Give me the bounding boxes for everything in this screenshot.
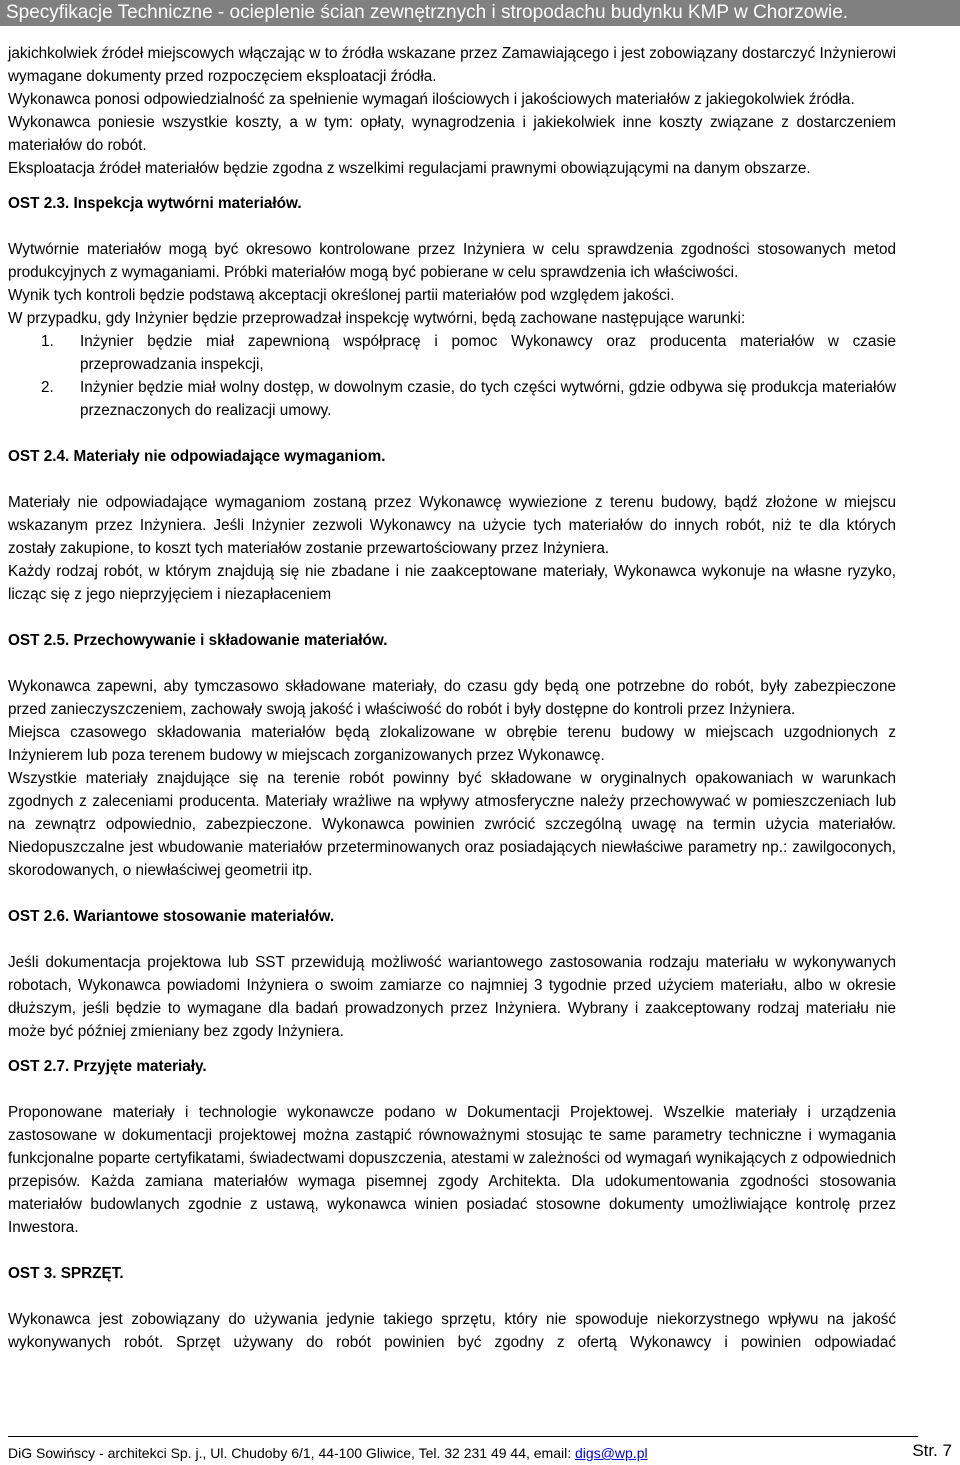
paragraph: Eksploatacja źródeł materiałów będzie zgodna z wszelkimi regulacjami prawnymi obowiązującymi na danym obszarze. (8, 160, 811, 177)
section-heading: OST 3. SPRZĘT. (8, 1265, 124, 1282)
section-heading: OST 2.6. Wariantowe stosowanie materiałów. (8, 908, 335, 925)
paragraph: Wykonawca zapewni, aby tymczasowo składowane materiały, do czasu gdy będą one potrzebne do robót, były zabezpieczone przed zanieczyszczeniem, zachowały swoją jakość i właściwość do robót i były dostępne do kontroli przez Inżyniera. (8, 678, 896, 718)
paragraph: Miejsca czasowego składowania materiałów będą zlokalizowane w obrębie terenu budowy w miejscach uzgodnionych z Inżynierem lub poza terenem budowy w miejscach zorganizowanych przez Wykonawcę. (8, 724, 896, 764)
section-heading: OST 2.4. Materiały nie odpowiadające wymaganiom. (8, 448, 386, 465)
list-item-text: Inżynier będzie miał wolny dostęp, w dowolnym czasie, do tych części wytwórni, gdzie odbywa się produkcja materiałów przeznaczonych do realizacji umowy. (80, 379, 896, 419)
list-item-number: 2. (41, 379, 54, 396)
document-header (0, 0, 960, 26)
section-heading: OST 2.7. Przyjęte materiały. (8, 1058, 207, 1075)
footer-text: DiG Sowińscy - architekci Sp. j., Ul. Chudoby 6/1, 44-100 Gliwice, Tel. 32 231 49 44, email: (8, 1445, 576, 1461)
paragraph: Materiały nie odpowiadające wymaganiom zostaną przez Wykonawcę wywiezione z terenu budowy, bądź złożone w miejscu wskazanym przez Inżyniera. Jeśli Inżynier zezwoli Wykonawcy na użycie tych materiałów do innych robót, niż te dla których zostały zakupione, to koszt tych materiałów zostanie przewartościowany przez Inżyniera. (8, 494, 896, 557)
paragraph: Wykonawca poniesie wszystkie koszty, a w tym: opłaty, wynagrodzenia i jakiekolwiek inne koszty związane z dostarczeniem materiałów do robót. (8, 114, 896, 154)
document-header-title: Specyfikacje Techniczne - ocieplenie ścian zewnętrznych i stropodachu budynku KMP w Chorzowie. (6, 2, 849, 23)
page-number: Str. 7 (912, 1441, 952, 1460)
paragraph: Wszystkie materiały znajdujące się na terenie robót powinny być składowane w oryginalnych opakowaniach w warunkach zgodnych z zaleceniami producenta. Materiały wrażliwe na wpływy atmosferyczne należy przechowywać w pomieszczeniach lub na zewnątrz odpowiednio, zabezpieczone. Wykonawca powinien zwrócić szczególną uwagę na termin użycia materiałów. Niedopuszczalne jest wbudowanie materiałów przeterminowanych oraz posiadających niewłaściwe parametry np.: zawilgoconych, skorodowanych, o niewłaściwej geometrii itp. (8, 770, 896, 879)
paragraph: W przypadku, gdy Inżynier będzie przeprowadzał inspekcję wytwórni, będą zachowane następujące warunki: (8, 310, 746, 327)
paragraph: Każdy rodzaj robót, w którym znajdują się nie zbadane i nie zaakceptowane materiały, Wykonawca wykonuje na własne ryzyko, licząc się z jego nieprzyjęciem i niezapłaceniem (8, 563, 896, 603)
footer-email-link[interactable]: digs@wp.pl (575, 1445, 648, 1461)
list-item-number: 1. (41, 333, 54, 350)
paragraph: Proponowane materiały i technologie wykonawcze podano w Dokumentacji Projektowej. Wszelkie materiały i urządzenia zastosowane w dokumentacji projektowej można zastąpić równoważnymi stosując te same parametry techniczne i wymagania funkcjonalne poparte certyfikatami, świadectwami dopuszczenia, atestami w zależności od wymagań wynikających z odpowiednich przepisów. Każda zamiana materiałów wymaga pisemnej zgody Architekta. Dla udokumentowania zgodności stosowania materiałów budowlanych zgodnie z ustawą, wykonawca winien posiadać stosowne dokumenty umożliwiające kontrolę przez Inwestora. (8, 1104, 896, 1236)
section-heading: OST 2.3. Inspekcja wytwórni materiałów. (8, 195, 302, 212)
paragraph: Wynik tych kontroli będzie podstawą akceptacji określonej partii materiałów pod względem jakości. (8, 287, 675, 304)
paragraph: jakichkolwiek źródeł miejscowych włączając w to źródła wskazane przez Zamawiającego i jest zobowiązany dostarczyć Inżynierowi wymagane dokumenty przed rozpoczęciem eksploatacji źródła. (8, 45, 896, 85)
document-body (8, 42, 896, 1354)
conditions-list (8, 330, 896, 422)
list-item-text: Inżynier będzie miał zapewnioną współpracę i pomoc Wykonawcy oraz producenta materiałów w czasie przeprowadzania inspekcji, (80, 333, 896, 373)
paragraph: Wykonawca ponosi odpowiedzialność za spełnienie wymagań ilościowych i jakościowych materiałów z jakiegokolwiek źródła. (8, 91, 855, 108)
paragraph: Wykonawca jest zobowiązany do używania jedynie takiego sprzętu, który nie spowoduje niekorzystnego wpływu na jakość wykonywanych robót. Sprzęt używany do robót powinien być zgodny z ofertą Wykonawcy i powinien odpowiadać (8, 1311, 896, 1351)
paragraph: Wytwórnie materiałów mogą być okresowo kontrolowane przez Inżyniera w celu sprawdzenia zgodności stosowanych metod produkcyjnych z wymaganiami. Próbki materiałów mogą być pobierane w celu sprawdzenia ich właściwości. (8, 241, 896, 281)
document-footer (8, 1443, 952, 1463)
footer-divider (8, 1436, 918, 1437)
section-heading: OST 2.5. Przechowywanie i składowanie materiałów. (8, 632, 388, 649)
list-item (8, 330, 896, 376)
paragraph: Jeśli dokumentacja projektowa lub SST przewidują możliwość wariantowego zastosowania rodzaju materiału w wykonywanych robotach, Wykonawca powiadomi Inżyniera o swoim zamiarze co najmniej 3 tygodnie przed użyciem materiału, albo w okresie dłuższym, jeśli będzie to wymagane dla badań prowadzonych przez Inżyniera. Wybrany i zaakceptowany rodzaj materiału nie może być później zmieniany bez zgody Inżyniera. (8, 954, 896, 1040)
list-item (8, 376, 896, 422)
